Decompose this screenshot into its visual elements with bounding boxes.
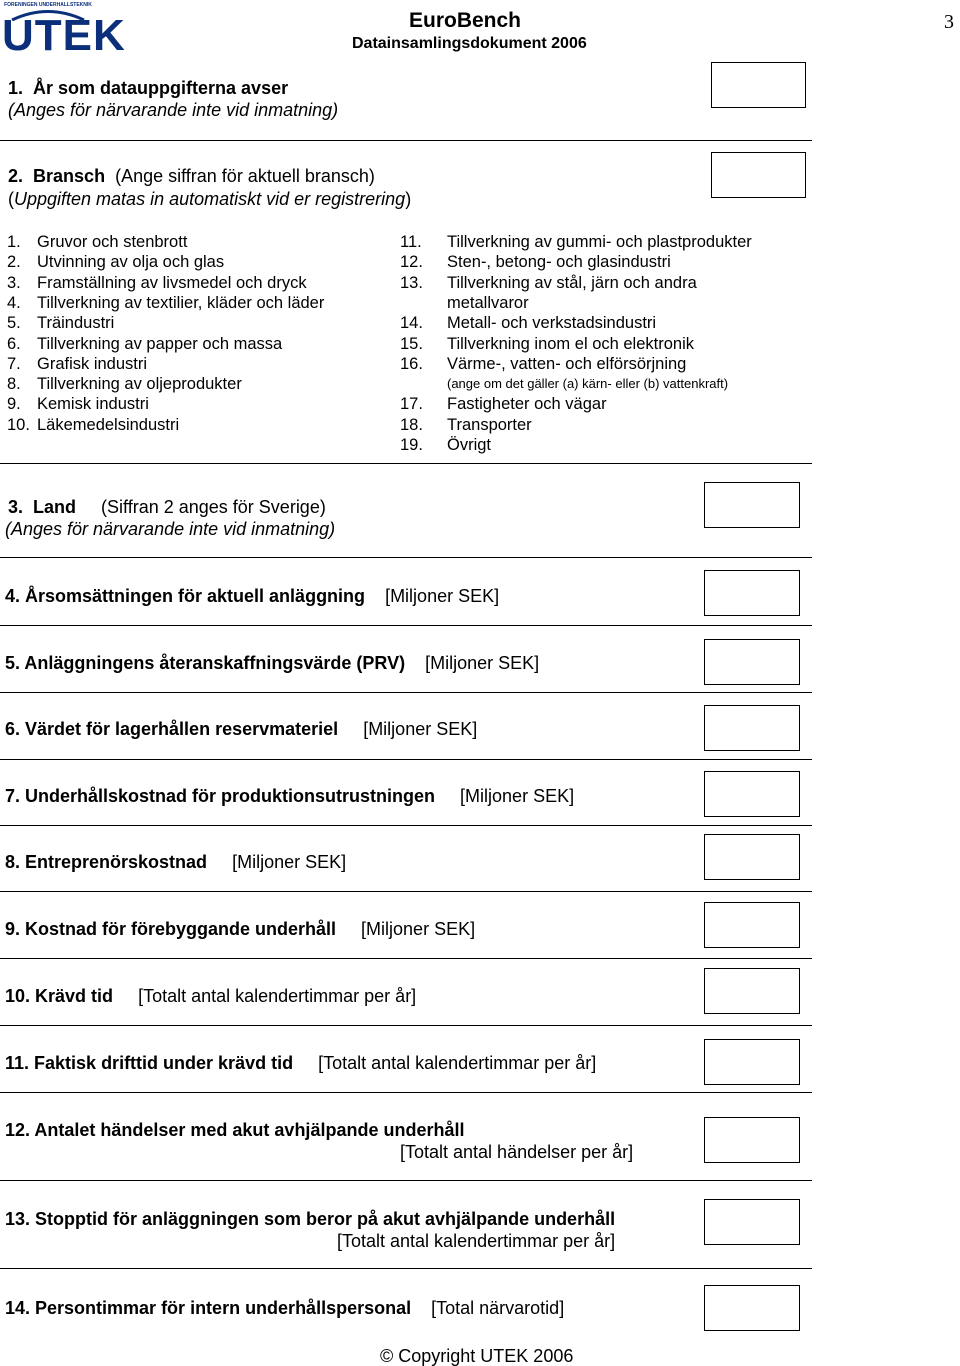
q13-input-box[interactable] (704, 1199, 800, 1245)
q6-unit: [Miljoner SEK] (363, 719, 478, 739)
document-subtitle: Datainsamlingsdokument 2006 (352, 35, 587, 52)
q4-unit: [Miljoner SEK] (385, 586, 500, 606)
branch-number: 6. (7, 334, 21, 353)
branch-number: 14. (400, 314, 423, 333)
divider (0, 759, 812, 760)
q1-note: (Anges för närvarande inte vid inmatning) (8, 100, 339, 120)
q11-label (5, 1053, 596, 1073)
q4-label (5, 586, 499, 606)
q3-title: Land (33, 497, 77, 517)
branch-number: 12. (400, 253, 423, 272)
branch-item (400, 293, 529, 313)
branch-item (400, 394, 607, 414)
branch-item (7, 252, 224, 272)
divider (0, 463, 812, 464)
q12-input-box[interactable] (704, 1117, 800, 1163)
q2-note (8, 189, 411, 209)
branch-number: 17. (400, 395, 423, 414)
q3-note: (Anges för närvarande inte vid inmatning) (5, 519, 336, 539)
branch-text: Tillverkning av textilier, kläder och läder (37, 293, 325, 312)
q8-input-box[interactable] (704, 834, 800, 880)
branch-number: 2. (7, 253, 21, 272)
q12-title: 12. Antalet händelser med akut avhjälpande underhåll (5, 1120, 465, 1140)
divider (0, 557, 812, 558)
q7-unit: [Miljoner SEK] (460, 786, 575, 806)
q6-label (5, 719, 477, 739)
q6-title: 6. Värdet för lagerhållen reservmateriel (5, 719, 339, 739)
branch-item (400, 354, 686, 374)
q8-label (5, 852, 346, 872)
branch-text: (ange om det gäller (a) kärn- eller (b) vattenkraft) (447, 376, 729, 392)
q2-instruction: (Ange siffran för aktuell bransch) (115, 166, 375, 186)
q1-title: År som datauppgifterna avser (33, 78, 289, 98)
q14-unit: [Total närvarotid] (431, 1298, 565, 1318)
q7-input-box[interactable] (704, 771, 800, 817)
q10-unit: [Totalt antal kalendertimmar per år] (138, 986, 417, 1006)
q14-label (5, 1298, 564, 1318)
branch-text: Framställning av livsmedel och dryck (37, 273, 307, 292)
branch-number: 19. (400, 436, 423, 454)
branch-note (400, 374, 728, 394)
q10-title: 10. Krävd tid (5, 986, 114, 1006)
utek-logo (2, 2, 126, 60)
q3-input-box[interactable] (704, 482, 800, 528)
branch-item (400, 273, 697, 293)
q5-input-box[interactable] (704, 639, 800, 685)
q6-input-box[interactable] (704, 705, 800, 751)
branch-text: Tillverkning av papper och massa (37, 334, 283, 353)
q7-label (5, 786, 574, 806)
q7-title: 7. Underhållskostnad för produktionsutrustningen (5, 786, 436, 806)
branch-text: Läkemedelsindustri (37, 415, 180, 434)
q3-label (8, 497, 326, 517)
q8-unit: [Miljoner SEK] (232, 852, 347, 872)
branch-text: Grafisk industri (37, 354, 148, 373)
divider (0, 625, 812, 626)
branch-item (7, 334, 282, 354)
branch-number: 18. (400, 415, 423, 434)
q9-title: 9. Kostnad för förebyggande underhåll (5, 919, 337, 939)
branch-text: Tillverkning av stål, järn och andra (447, 273, 697, 292)
branch-text: Övrigt (447, 436, 492, 454)
branch-item (400, 252, 671, 272)
branch-number: 3. (7, 273, 21, 292)
branch-item (400, 415, 532, 435)
branch-item (400, 232, 752, 252)
q3-instruction: (Siffran 2 anges för Sverige) (101, 497, 326, 517)
q1-label (8, 78, 288, 98)
branch-number: 13. (400, 273, 423, 292)
divider (0, 1180, 812, 1181)
q4-title: 4. Årsomsättningen för aktuell anläggning (5, 586, 366, 606)
branch-number: 11. (400, 233, 422, 251)
branch-text: Tillverkning inom el och elektronik (447, 334, 694, 353)
q5-title: 5. Anläggningens återanskaffningsvärde (PRV) (5, 653, 406, 673)
q2-label (8, 166, 375, 186)
q9-unit: [Miljoner SEK] (361, 919, 476, 939)
q11-title: 11. Faktisk drifttid under krävd tid (5, 1053, 294, 1073)
branch-text: Sten-, betong- och glasindustri (447, 253, 671, 272)
branch-item (7, 293, 324, 313)
branch-item (400, 435, 491, 455)
q2-input-box[interactable] (711, 152, 806, 198)
q9-label (5, 919, 475, 939)
q2-number: 2. (8, 166, 24, 186)
q2-note-close: ) (405, 189, 412, 209)
q14-title: 14. Persontimmar för intern underhållspersonal (5, 1298, 412, 1318)
branch-text: Gruvor och stenbrott (37, 233, 188, 251)
divider (0, 825, 812, 826)
branch-number: 9. (7, 395, 21, 414)
branch-text: metallvaror (447, 293, 529, 312)
q8-title: 8. Entreprenörskostnad (5, 852, 208, 872)
q2-note-open: ( (8, 189, 14, 209)
branch-item (7, 232, 187, 252)
q13-unit: [Totalt antal kalendertimmar per år] (337, 1231, 616, 1251)
logo-wordmark: UTEK (2, 11, 126, 60)
branch-item (7, 354, 147, 374)
q11-input-box[interactable] (704, 1039, 800, 1085)
divider (0, 1025, 812, 1026)
q9-input-box[interactable] (704, 902, 800, 948)
divider (0, 891, 812, 892)
branch-number: 1. (7, 233, 21, 251)
copyright-footer: © Copyright UTEK 2006 (380, 1346, 574, 1366)
divider (0, 692, 812, 693)
branch-item (7, 273, 307, 293)
q5-label (5, 653, 539, 673)
branch-text: Fastigheter och vägar (447, 395, 607, 414)
branch-text: Träindustri (37, 314, 115, 333)
branch-number: 8. (7, 375, 21, 394)
divider (0, 1092, 812, 1093)
branch-text: Transporter (447, 415, 532, 434)
q12-unit: [Totalt antal händelser per år] (400, 1142, 634, 1162)
branch-text: Kemisk industri (37, 395, 149, 414)
q2-note-body: Uppgiften matas in automatiskt vid er registrering (14, 189, 406, 209)
q10-label (5, 986, 416, 1006)
document-title: EuroBench (409, 9, 522, 32)
q13-title: 13. Stopptid för anläggningen som beror på akut avhjälpande underhåll (5, 1209, 616, 1229)
q2-title: Bransch (33, 166, 106, 186)
branch-item (7, 374, 242, 394)
branch-text: Värme-, vatten- och elförsörjning (447, 354, 687, 373)
branch-item (7, 415, 179, 435)
branch-item (400, 313, 656, 333)
divider (0, 958, 812, 959)
branch-item (7, 313, 114, 333)
q4-input-box[interactable] (704, 570, 800, 616)
branch-item (7, 394, 149, 414)
q11-unit: [Totalt antal kalendertimmar per år] (318, 1053, 597, 1073)
page-number: 3 (944, 11, 954, 33)
branch-text: Utvinning av olja och glas (37, 253, 225, 272)
branch-text: Metall- och verkstadsindustri (447, 314, 657, 333)
divider (0, 140, 812, 141)
q10-input-box[interactable] (704, 968, 800, 1014)
branch-number: 7. (7, 354, 21, 373)
branch-text: Tillverkning av oljeprodukter (37, 375, 242, 394)
logo-small-text: FÖRENINGEN UNDERHÅLLSTEKNIK (4, 2, 92, 8)
q3-number: 3. (8, 497, 24, 517)
branch-number: 4. (7, 293, 21, 312)
q1-number: 1. (8, 78, 24, 98)
q1-input-box[interactable] (711, 62, 806, 108)
branch-number: 5. (7, 314, 21, 333)
divider (0, 1268, 812, 1269)
branch-number: 10. (7, 415, 30, 434)
branch-item (400, 334, 694, 354)
q14-input-box[interactable] (704, 1285, 800, 1331)
branch-number: 15. (400, 334, 423, 353)
branch-number: 16. (400, 354, 423, 373)
q5-unit: [Miljoner SEK] (425, 653, 540, 673)
branch-text: Tillverkning av gummi- och plastprodukter (447, 233, 752, 251)
